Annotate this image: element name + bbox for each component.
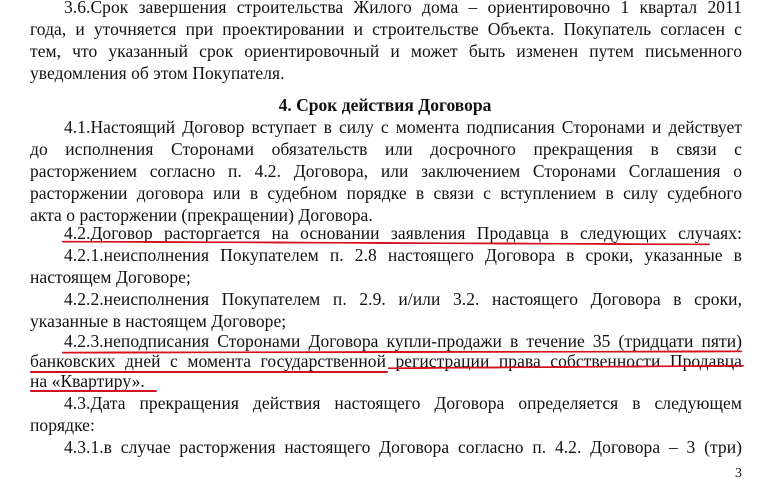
- highlight-underline: [30, 390, 157, 392]
- text-line: 4.1.Настоящий Договор вступает в силу с момента подписания Сторонами и действует: [64, 117, 742, 137]
- text-line: до исполнения Сторонами обязательств или досрочного прекращения в связи с: [30, 139, 742, 159]
- text-line: 4.2.3.неподписания Сторонами Договора купли-продажи в течение 35 (тридцати пяти): [64, 331, 742, 351]
- text-line: банковских дней с момента государственной регистрации права собственности Продавца: [30, 351, 742, 371]
- text-line: указанные в настоящем Договоре;: [30, 311, 287, 331]
- text-line: года, и уточняется при проектировании и строительстве Объекта. Покупатель согласен с: [30, 19, 742, 39]
- text-line: тем, что указанный срок ориентировочный и может быть изменен путем письменного: [30, 41, 742, 61]
- highlight-underline: [30, 371, 388, 373]
- text-line: 4.2.Договор расторгается на основании заявления Продавца в следующих случаях:: [64, 223, 742, 243]
- text-line: 4.2.1.неисполнения Покупателем п. 2.8 настоящего Договора в сроки, указанные в: [64, 245, 742, 265]
- text-line: 4.3.1.в случае расторжения настоящего Договора согласно п. 4.2. Договора – 3 (три): [64, 437, 742, 457]
- text-line: 4.2.2.неисполнения Покупателем п. 2.9. и/или 3.2. настоящего Договора в сроки,: [64, 289, 742, 309]
- text-line: расторжением согласно п. 4.2. Договора, или заключением Сторонами Соглашения о: [30, 161, 742, 181]
- section-heading: 4. Срок действия Договора: [278, 95, 492, 115]
- text-line: 4.3.Дата прекращения действия настоящего Договора определяется в следующем: [64, 393, 742, 413]
- text-line: акта о расторжении (прекращении) Договора.: [30, 205, 373, 225]
- text-line: уведомления об этом Покупателя.: [30, 63, 285, 83]
- text-line: настоящем Договоре;: [30, 267, 191, 287]
- text-line: на «Квартиру».: [30, 371, 145, 391]
- text-line: 3.6.Срок завершения строительства Жилого дома – ориентировочно 1 квартал 2011: [64, 0, 742, 17]
- text-line: порядке:: [30, 415, 95, 435]
- text-line: расторжении договора или в судебном порядке в связи с вступлением в силу судебного: [30, 183, 742, 203]
- page-number: 3: [735, 466, 742, 481]
